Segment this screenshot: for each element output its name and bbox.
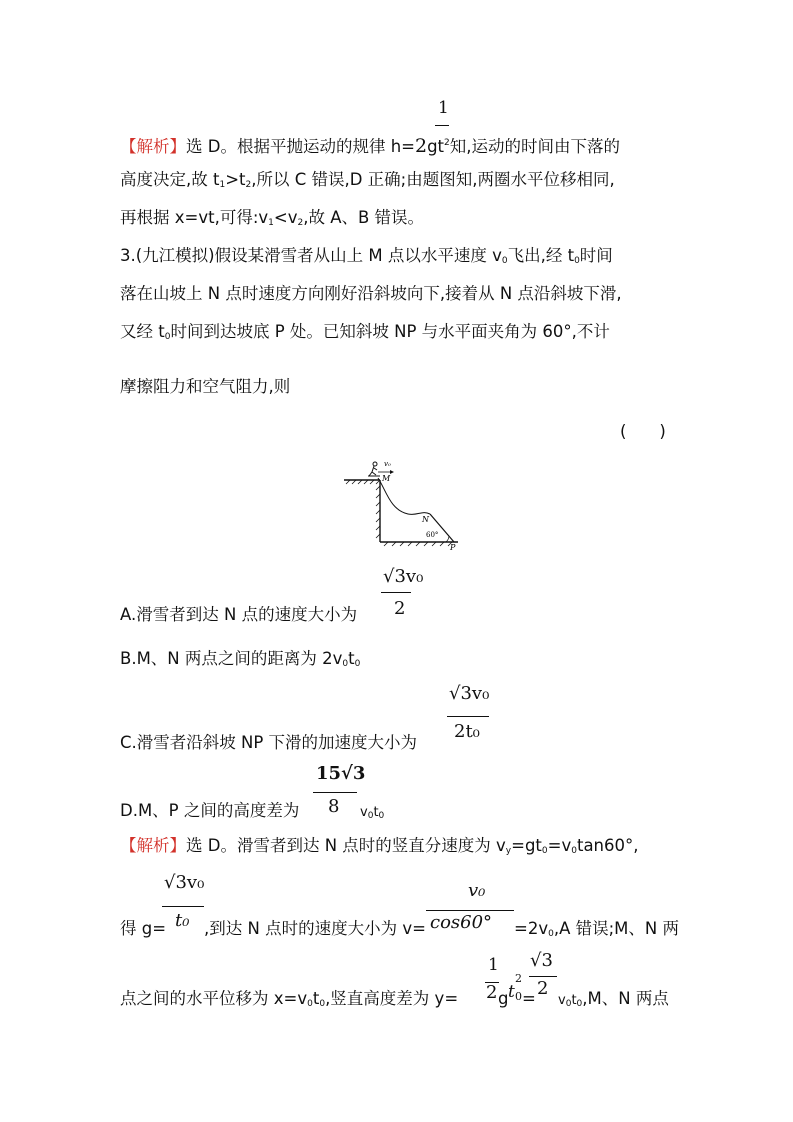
question-3-line-2: 落在山坡上 N 点时速度方向刚好沿斜坡向下,接着从 N 点沿斜坡下滑,	[120, 284, 622, 303]
analysis-2-line-2: 得 g=	[120, 919, 167, 938]
option-c-numerator: √3v₀	[449, 683, 490, 704]
label-angle: 60°	[426, 531, 439, 539]
analysis-1-line-2: 高度决定,故 $t_1>t_2$,所以 C 错误,D 正确;由题图知,两圈水平位移相同,	[120, 170, 615, 190]
y2-frac-denominator: 2	[537, 978, 549, 999]
option-c-denominator: 2t₀	[454, 721, 480, 742]
option-a: A.滑雪者到达 N 点的速度大小为	[120, 605, 358, 624]
analysis-2-line-3: 点之间的水平位移为 $x=v_0t_0$,竖直高度差为 y=	[120, 989, 459, 1009]
option-a-bar	[381, 592, 411, 593]
skier-icon	[368, 462, 380, 476]
v-frac-numerator: v₀	[468, 880, 486, 901]
analysis-2-line-1: 【解析】选 D。滑雪者到达 N 点时的竖直分速度为 $v_y=gt_0=v_0\tan 60^\circ$,	[120, 836, 639, 856]
analysis-2-line-3-end: $v_0t_0,M$、N 两点	[558, 989, 669, 1009]
v-frac-denominator: cos60°	[430, 912, 493, 933]
analysis-tag: 【解析】	[120, 836, 186, 855]
option-a-numerator: √3v₀	[383, 566, 424, 587]
analysis-2-line-2-mid: ,到达 N 点时的速度大小为 v=	[204, 919, 426, 938]
option-c-bar	[447, 716, 489, 717]
label-p: P	[450, 543, 456, 552]
v-frac-bar	[426, 910, 514, 911]
trajectory-curve	[378, 478, 430, 514]
y-frac-numerator: 1	[488, 955, 499, 975]
answer-parentheses: ( )	[620, 422, 666, 441]
y2-frac-bar	[529, 976, 557, 977]
y-t: t	[508, 982, 515, 1002]
ski-slope-figure	[338, 450, 468, 552]
question-3-line-4: 摩擦阻力和空气阻力,则	[120, 377, 291, 396]
y2-frac-numerator: √3	[530, 950, 553, 971]
option-b: B.M、N 两点之间的距离为 $2v_0t_0$	[120, 649, 361, 669]
label-n: N	[422, 515, 429, 524]
y-t-sub: 0	[515, 990, 522, 1003]
option-d-denominator: 8	[328, 796, 340, 817]
analysis-1-line-3: 再根据 x=vt,可得$:v_1<v_2$,故 A、B 错误。	[120, 208, 425, 228]
analysis-tag: 【解析】	[120, 137, 186, 156]
label-v0: v₀	[384, 460, 391, 468]
y-frac-denominator: 2	[486, 982, 498, 1003]
label-m: M	[382, 474, 391, 483]
angle-arc	[446, 536, 449, 542]
g-frac-numerator: √3v₀	[164, 872, 205, 893]
g-frac-denominator: t₀	[175, 910, 190, 931]
option-d-tail: $v_0t_0$	[360, 805, 385, 821]
frac-half-denominator: 2	[414, 135, 428, 157]
analysis-1-line-1: 【解析】选 D。根据平抛运动的规律 $h=2gt^2$知,运动的时间由下落的	[120, 135, 621, 157]
option-d-numerator: 15√3	[316, 763, 366, 784]
y-g: g	[498, 989, 509, 1008]
question-3-line-3: 又经 $t_0$时间到达坡底 P 处。已知斜坡 NP 与水平面夹角为 60°,不计	[120, 322, 610, 342]
y-t-sup: 2	[515, 972, 522, 985]
velocity-arrowhead	[390, 470, 394, 474]
analysis-2-line-2-end: $=2v_0,A$ 错误;M、N 两	[514, 919, 679, 939]
frac-half-numerator: 1	[438, 98, 449, 118]
option-d: D.M、P 之间的高度差为	[120, 801, 300, 820]
option-d-bar	[313, 792, 357, 793]
y-equals: =	[522, 989, 536, 1008]
option-a-denominator: 2	[394, 598, 406, 619]
option-c: C.滑雪者沿斜坡 NP 下滑的加速度大小为	[120, 733, 418, 752]
frac-half-bar	[435, 125, 449, 126]
question-3-line-1: 3.(九江模拟)假设某滑雪者从山上 M 点以水平速度 $v_0$飞出,经 $t_0$时间	[120, 246, 613, 266]
g-frac-bar	[162, 906, 204, 907]
